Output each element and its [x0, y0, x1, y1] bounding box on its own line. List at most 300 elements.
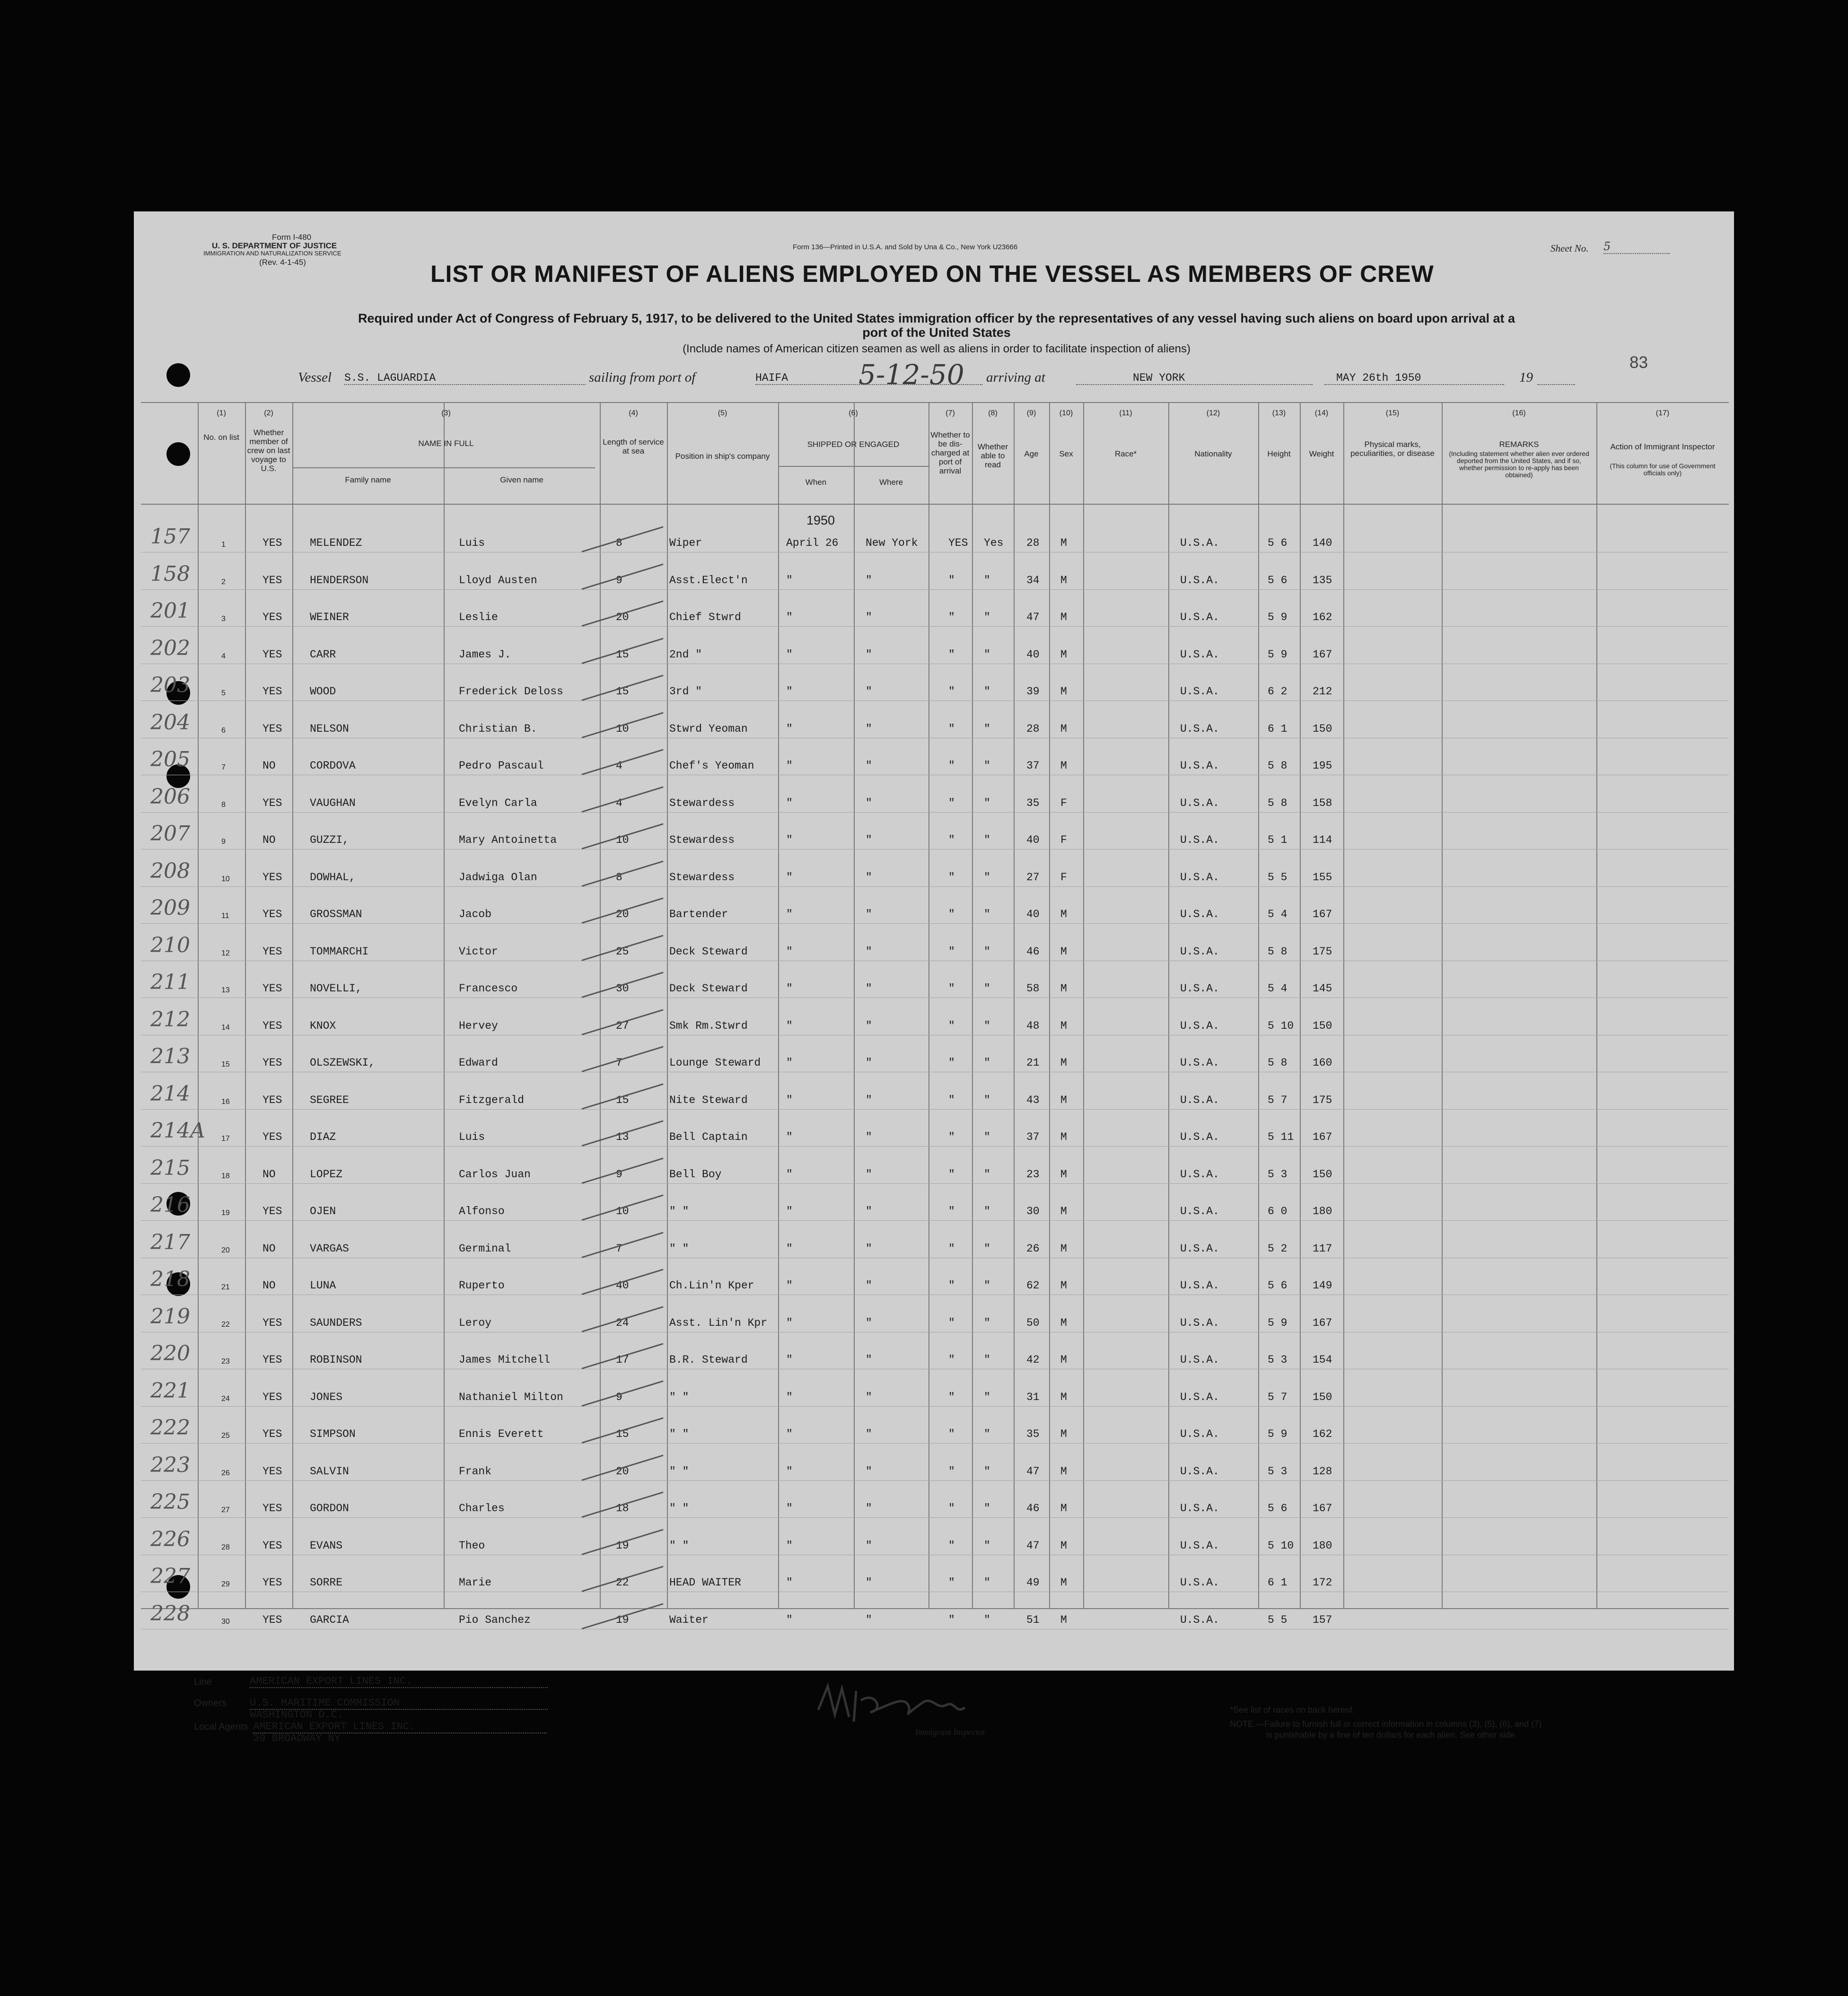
- shipped-where: ": [866, 648, 872, 661]
- binder-hole: [166, 442, 190, 466]
- crew-last-voyage: YES: [263, 648, 282, 661]
- row-number: 6: [221, 726, 226, 735]
- shipped-when: ": [786, 834, 793, 846]
- shipped-where: ": [866, 1019, 872, 1032]
- able-to-read: ": [984, 574, 990, 587]
- nationality: U.S.A.: [1180, 1094, 1219, 1106]
- sequence-number: 228: [150, 1601, 190, 1626]
- agents-2: 39 BROADWAY NY: [253, 1733, 341, 1744]
- row-number: 1: [221, 541, 226, 549]
- family-name: CORDOVA: [310, 760, 356, 772]
- family-name: DOWHAL,: [310, 871, 356, 884]
- row-number: 9: [221, 838, 226, 846]
- service-years: 10: [616, 722, 629, 735]
- weight: 195: [1313, 760, 1332, 772]
- position: " ": [669, 1428, 689, 1440]
- row-number: 24: [221, 1394, 230, 1403]
- able-to-read: ": [984, 1057, 990, 1069]
- sex: M: [1060, 537, 1067, 549]
- shipped-when: ": [786, 871, 793, 884]
- service-years: 30: [616, 982, 629, 995]
- position: Bell Boy: [669, 1168, 722, 1181]
- height: 5 8: [1268, 945, 1287, 958]
- family-name: DIAZ: [310, 1131, 336, 1143]
- weight: 172: [1313, 1576, 1332, 1589]
- given-name: Ruperto: [459, 1279, 505, 1292]
- header-sex: Sex: [1059, 449, 1073, 458]
- crew-last-voyage: YES: [263, 722, 282, 735]
- nationality: U.S.A.: [1180, 685, 1219, 698]
- shipped-where: ": [866, 1094, 872, 1106]
- service-years: 10: [616, 1205, 629, 1217]
- age: 39: [1026, 685, 1040, 698]
- given-name: Hervey: [459, 1019, 498, 1032]
- able-to-read: ": [984, 1094, 990, 1106]
- height: 5 6: [1268, 574, 1287, 587]
- column-number: (1): [217, 409, 226, 417]
- family-name: LOPEZ: [310, 1168, 343, 1181]
- shipped-where: ": [866, 945, 872, 958]
- sheet-label: Sheet No.: [1550, 243, 1589, 254]
- age: 49: [1026, 1576, 1040, 1589]
- sailing-port: HAIFA: [755, 372, 982, 385]
- header-given-name: Given name: [500, 475, 543, 484]
- header-able-to-read: Whether able to read: [977, 442, 1008, 469]
- row-number: 13: [221, 986, 230, 994]
- crew-last-voyage: YES: [263, 1465, 282, 1478]
- weight: 167: [1313, 908, 1332, 920]
- shipped-when: ": [786, 685, 793, 698]
- service-years: 10: [616, 834, 629, 846]
- able-to-read: ": [984, 722, 990, 735]
- discharged: ": [948, 1354, 955, 1366]
- nationality: U.S.A.: [1180, 1539, 1219, 1552]
- able-to-read: ": [984, 908, 990, 920]
- row-rule: [141, 626, 1729, 627]
- able-to-read: ": [984, 1168, 990, 1181]
- service-years: 24: [616, 1316, 629, 1329]
- header-physical-marks: Physical marks, peculiarities, or disease: [1350, 440, 1435, 458]
- height: 5 5: [1268, 871, 1287, 884]
- header-height: Height: [1267, 449, 1291, 458]
- discharged: ": [948, 1502, 955, 1515]
- row-number: 19: [221, 1209, 230, 1217]
- row-rule: [141, 1517, 1729, 1518]
- include-note: (Include names of American citizen seamen as well as aliens in order to facilitate inspection of aliens): [683, 342, 1191, 355]
- height: 5 4: [1268, 908, 1287, 920]
- sex: M: [1060, 1465, 1067, 1478]
- row-rule: [141, 1183, 1729, 1184]
- height: 5 2: [1268, 1242, 1287, 1255]
- discharged: ": [948, 871, 955, 884]
- crew-last-voyage: YES: [263, 1057, 282, 1069]
- sequence-number: 205: [150, 747, 190, 771]
- crew-last-voyage: YES: [263, 797, 282, 809]
- shipped-where: ": [866, 1168, 872, 1181]
- weight: 162: [1313, 611, 1332, 623]
- sequence-number: 209: [150, 896, 190, 920]
- header-race: Race*: [1114, 449, 1137, 458]
- column-number: (3): [441, 409, 451, 417]
- family-name: MELENDEZ: [310, 537, 362, 549]
- height: 5 10: [1268, 1539, 1294, 1552]
- age: 37: [1026, 1131, 1040, 1143]
- header-nationality: Nationality: [1194, 449, 1232, 458]
- position: Stwrd Yeoman: [669, 722, 748, 735]
- sex: M: [1060, 574, 1067, 587]
- given-name: Charles: [459, 1502, 505, 1515]
- able-to-read: ": [984, 797, 990, 809]
- shipped-when: ": [786, 1094, 793, 1106]
- height: 6 0: [1268, 1205, 1287, 1217]
- discharged: ": [948, 1576, 955, 1589]
- height: 5 9: [1268, 1316, 1287, 1329]
- sequence-number: 211: [150, 970, 190, 994]
- column-rule: [1014, 402, 1015, 1608]
- shipped-when: ": [786, 1131, 793, 1143]
- sex: M: [1060, 760, 1067, 772]
- given-name: Lloyd Austen: [459, 574, 537, 587]
- family-name: OJEN: [310, 1205, 336, 1217]
- age: 46: [1026, 1502, 1040, 1515]
- crew-last-voyage: NO: [263, 834, 276, 846]
- crew-last-voyage: YES: [263, 537, 282, 549]
- nationality: U.S.A.: [1180, 1131, 1219, 1143]
- discharged: ": [948, 1019, 955, 1032]
- column-number: (4): [629, 409, 638, 417]
- required-line-1: Required under Act of Congress of February 5, 1917, to be delivered to the United States immigration officer by the representatives of any vessel having such aliens on board upon arrival at a: [358, 311, 1515, 325]
- shipped-when: ": [786, 1316, 793, 1329]
- sailing-date: 5-12-50: [858, 359, 964, 391]
- able-to-read: ": [984, 760, 990, 772]
- inspector-signature: [814, 1677, 1012, 1729]
- family-name: HENDERSON: [310, 574, 369, 587]
- position: Waiter: [669, 1613, 709, 1626]
- column-number: (13): [1272, 409, 1286, 417]
- discharged: ": [948, 945, 955, 958]
- service-years: 19: [616, 1613, 629, 1626]
- owners-label: Owners: [194, 1698, 227, 1708]
- age: 40: [1026, 834, 1040, 846]
- crew-last-voyage: YES: [263, 1354, 282, 1366]
- position: Asst.Elect'n: [669, 574, 748, 587]
- nationality: U.S.A.: [1180, 1057, 1219, 1069]
- service-years: 22: [616, 1576, 629, 1589]
- sequence-number: 226: [150, 1527, 190, 1551]
- sex: M: [1060, 1131, 1067, 1143]
- shipped-when: ": [786, 722, 793, 735]
- sex: M: [1060, 1576, 1067, 1589]
- sex: M: [1060, 1019, 1067, 1032]
- discharged: ": [948, 1539, 955, 1552]
- service-name: IMMIGRATION AND NATURALIZATION SERVICE: [203, 250, 342, 257]
- position: Bartender: [669, 908, 728, 920]
- column-number: (5): [718, 409, 727, 417]
- crew-last-voyage: NO: [263, 1242, 276, 1255]
- able-to-read: ": [984, 1242, 990, 1255]
- weight: 150: [1313, 722, 1332, 735]
- row-rule: [141, 1406, 1729, 1407]
- row-number: 30: [221, 1617, 230, 1626]
- row-number: 22: [221, 1320, 230, 1329]
- height: 5 9: [1268, 611, 1287, 623]
- row-number: 26: [221, 1469, 230, 1477]
- shipped-when: ": [786, 611, 793, 623]
- family-name: SORRE: [310, 1576, 343, 1589]
- able-to-read: ": [984, 1019, 990, 1032]
- column-rule: [928, 402, 929, 1608]
- shipped-where: ": [866, 685, 872, 698]
- sex: M: [1060, 1428, 1067, 1440]
- row-number: 7: [221, 763, 226, 771]
- family-name: SALVIN: [310, 1465, 349, 1478]
- nationality: U.S.A.: [1180, 722, 1219, 735]
- row-rule: [141, 1109, 1729, 1110]
- given-name: Theo: [459, 1539, 485, 1552]
- height: 5 9: [1268, 648, 1287, 661]
- crew-last-voyage: YES: [263, 685, 282, 698]
- discharged: ": [948, 760, 955, 772]
- shipped-when: ": [786, 982, 793, 995]
- header-remarks: REMARKS: [1499, 440, 1539, 449]
- sequence-number: 216: [150, 1193, 190, 1217]
- weight: 158: [1313, 797, 1332, 809]
- position: Stewardess: [669, 834, 735, 846]
- shipped-where: ": [866, 1354, 872, 1366]
- service-years: 8: [616, 537, 622, 549]
- weight: 157: [1313, 1613, 1332, 1626]
- age: 28: [1026, 722, 1040, 735]
- position: Deck Steward: [669, 982, 748, 995]
- discharged: ": [948, 685, 955, 698]
- nationality: U.S.A.: [1180, 1354, 1219, 1366]
- column-rule: [245, 402, 246, 1608]
- nationality: U.S.A.: [1180, 834, 1219, 846]
- shipped-when: ": [786, 574, 793, 587]
- family-name: SEGREE: [310, 1094, 349, 1106]
- age: 47: [1026, 611, 1040, 623]
- given-name: Frank: [459, 1465, 492, 1478]
- column-number: (11): [1119, 409, 1132, 417]
- age: 23: [1026, 1168, 1040, 1181]
- service-years: 7: [616, 1057, 622, 1069]
- binder-hole: [166, 363, 190, 387]
- shipped-when: ": [786, 1019, 793, 1032]
- owners-1: U.S. MARITIME COMMISSION: [250, 1697, 548, 1710]
- given-name: Evelyn Carla: [459, 797, 537, 809]
- position: Ch.Lin'n Kper: [669, 1279, 754, 1292]
- weight: 167: [1313, 1316, 1332, 1329]
- column-rule: [972, 402, 973, 1608]
- shipped-where: ": [866, 1316, 872, 1329]
- given-name: Marie: [459, 1576, 492, 1589]
- form-revision: (Rev. 4-1-45): [259, 258, 306, 267]
- arriving-label: arriving at: [986, 370, 1045, 385]
- note-line-1: NOTE.—Failure to furnish full or correct information in columns (3), (5), (6), and (7): [1230, 1719, 1542, 1729]
- shipped-where: ": [866, 1465, 872, 1478]
- row-number: 28: [221, 1543, 230, 1551]
- given-name: Jacob: [459, 908, 492, 920]
- family-name: VAUGHAN: [310, 797, 356, 809]
- weight: 167: [1313, 1502, 1332, 1515]
- able-to-read: ": [984, 1613, 990, 1626]
- races-note: *See list of races on back hereof.: [1230, 1705, 1355, 1715]
- column-rule: [1168, 402, 1169, 1608]
- header-where: Where: [879, 478, 903, 487]
- column-number: (14): [1314, 409, 1329, 417]
- family-name: TOMMARCHI: [310, 945, 369, 958]
- weight: 150: [1313, 1391, 1332, 1403]
- age: 26: [1026, 1242, 1040, 1255]
- arriving-port: NEW YORK: [1076, 372, 1313, 385]
- sequence-number: 214: [150, 1081, 190, 1106]
- crew-last-voyage: NO: [263, 1168, 276, 1181]
- discharged: ": [948, 1613, 955, 1626]
- age: 37: [1026, 760, 1040, 772]
- column-number: (9): [1026, 409, 1036, 417]
- given-name: Frederick Deloss: [459, 685, 563, 698]
- row-number: 14: [221, 1023, 230, 1032]
- crew-last-voyage: YES: [263, 1576, 282, 1589]
- shipped-year: 1950: [806, 513, 835, 527]
- discharged: ": [948, 797, 955, 809]
- row-rule: [141, 700, 1729, 701]
- family-name: NOVELLI,: [310, 982, 362, 995]
- family-name: WOOD: [310, 685, 336, 698]
- able-to-read: ": [984, 1279, 990, 1292]
- shipped-when: ": [786, 797, 793, 809]
- age: 50: [1026, 1316, 1040, 1329]
- position: Deck Steward: [669, 945, 748, 958]
- weight: 180: [1313, 1205, 1332, 1217]
- table-top-rule: [141, 402, 1729, 403]
- sex: M: [1060, 1168, 1067, 1181]
- weight: 180: [1313, 1539, 1332, 1552]
- header-inspector-action: Action of Immigrant Inspector: [1610, 442, 1715, 451]
- service-years: 8: [616, 871, 622, 884]
- row-number: 10: [221, 875, 230, 883]
- sequence-number: 158: [150, 561, 190, 586]
- age: 43: [1026, 1094, 1040, 1106]
- column-rule: [1083, 402, 1084, 1608]
- crew-last-voyage: YES: [263, 1205, 282, 1217]
- given-name: Christian B.: [459, 722, 537, 735]
- nationality: U.S.A.: [1180, 648, 1219, 661]
- column-rule: [854, 402, 855, 1608]
- shipped-when: ": [786, 1057, 793, 1069]
- shipped-when: ": [786, 648, 793, 661]
- shipped-where: ": [866, 1539, 872, 1552]
- column-rule: [1258, 402, 1259, 1608]
- height: 5 3: [1268, 1465, 1287, 1478]
- row-number: 16: [221, 1097, 230, 1106]
- family-name: NELSON: [310, 722, 349, 735]
- shipped-where: ": [866, 871, 872, 884]
- service-years: 17: [616, 1354, 629, 1366]
- family-name: OLSZEWSKI,: [310, 1057, 376, 1069]
- sequence-number: 212: [150, 1007, 190, 1032]
- nationality: U.S.A.: [1180, 1465, 1219, 1478]
- year-blank: [1537, 384, 1575, 385]
- family-name: GARCIA: [310, 1613, 349, 1626]
- weight: 150: [1313, 1168, 1332, 1181]
- column-rule: [198, 402, 199, 1608]
- sequence-number: 215: [150, 1156, 190, 1180]
- age: 31: [1026, 1391, 1040, 1403]
- sex: M: [1060, 1057, 1067, 1069]
- weight: 140: [1313, 537, 1332, 549]
- family-name: GORDON: [310, 1502, 349, 1515]
- position: Chief Stwrd: [669, 611, 741, 623]
- weight: 150: [1313, 1019, 1332, 1032]
- able-to-read: ": [984, 1465, 990, 1478]
- position: Stewardess: [669, 797, 735, 809]
- row-number: 5: [221, 689, 226, 697]
- nationality: U.S.A.: [1180, 1576, 1219, 1589]
- given-name: Jadwiga Olan: [459, 871, 537, 884]
- row-number: 29: [221, 1580, 230, 1588]
- column-number: (10): [1059, 409, 1073, 417]
- given-name: Victor: [459, 945, 498, 958]
- department: U. S. DEPARTMENT OF JUSTICE: [212, 241, 337, 250]
- age: 27: [1026, 871, 1040, 884]
- service-years: 25: [616, 945, 629, 958]
- service-years: 15: [616, 685, 629, 698]
- age: 30: [1026, 1205, 1040, 1217]
- crew-last-voyage: YES: [263, 611, 282, 623]
- nationality: U.S.A.: [1180, 1316, 1219, 1329]
- sex: M: [1060, 1316, 1067, 1329]
- discharged: ": [948, 1205, 955, 1217]
- shipped-when: ": [786, 1465, 793, 1478]
- family-name: EVANS: [310, 1539, 343, 1552]
- height: 5 3: [1268, 1168, 1287, 1181]
- header-position: Position in ship's company: [675, 452, 770, 461]
- column-rule: [1343, 402, 1344, 1608]
- age: 62: [1026, 1279, 1040, 1292]
- crew-last-voyage: YES: [263, 1316, 282, 1329]
- row-rule: [141, 923, 1729, 924]
- nationality: U.S.A.: [1180, 871, 1219, 884]
- row-number: 23: [221, 1357, 230, 1366]
- service-years: 15: [616, 648, 629, 661]
- weight: 167: [1313, 1131, 1332, 1143]
- height: 5 6: [1268, 537, 1287, 549]
- owners-2: WASHINGTON D.C.: [250, 1709, 344, 1721]
- nationality: U.S.A.: [1180, 1428, 1219, 1440]
- sequence-number: 221: [150, 1378, 190, 1403]
- nationality: U.S.A.: [1180, 1168, 1219, 1181]
- nationality: U.S.A.: [1180, 611, 1219, 623]
- shipped-where: ": [866, 1057, 872, 1069]
- agents-label: Local Agents: [194, 1722, 248, 1732]
- height: 5 1: [1268, 834, 1287, 846]
- given-name: Leslie: [459, 611, 498, 623]
- height: 5 6: [1268, 1279, 1287, 1292]
- sequence-number: 220: [150, 1341, 190, 1366]
- discharged: ": [948, 1391, 955, 1403]
- column-number: (17): [1655, 409, 1670, 417]
- weight: 117: [1313, 1242, 1332, 1255]
- sequence-number: 219: [150, 1304, 190, 1329]
- able-to-read: ": [984, 685, 990, 698]
- column-number: (6): [849, 409, 858, 417]
- shipped-when: ": [786, 1502, 793, 1515]
- family-name: WEINER: [310, 611, 349, 623]
- sequence-number: 222: [150, 1416, 190, 1440]
- header-discharged: Whether to be dis-charged at port of arrival: [930, 430, 970, 475]
- age: 51: [1026, 1613, 1040, 1626]
